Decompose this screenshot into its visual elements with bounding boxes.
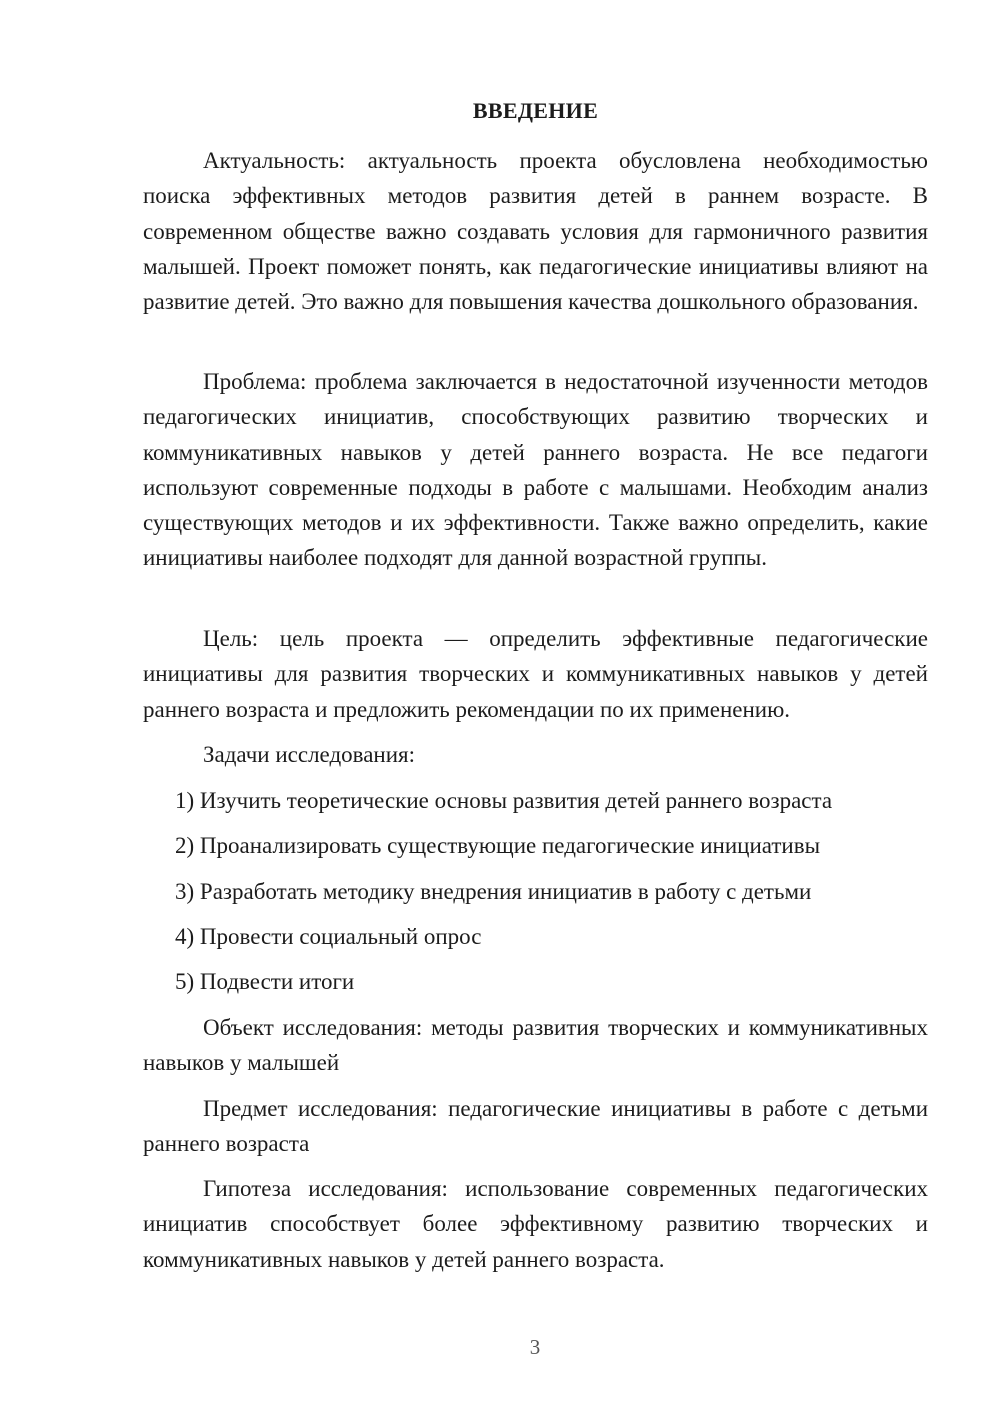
- page-title: ВВЕДЕНИЕ: [472, 98, 599, 123]
- task-item-1: 1) Изучить теоретические основы развития детей раннего возраста: [175, 788, 833, 813]
- paragraph-relevance: Актуальность: актуальность проекта обусловлена необходимостью поиска эффективных методов развития детей в раннем возрасте. В современном обществе важно создавать условия для гармоничного развития малышей. Проект поможет понять, как педагогические инициативы влияют на развитие детей. Это важно для повышения качества дошкольного образования.: [143, 148, 928, 315]
- task-item-5: 5) Подвести итоги: [175, 969, 355, 994]
- paragraph-hypothesis: Гипотеза исследования: использование современных педагогических инициатив способствует более эффективному развитию творческих и коммуникативных навыков у детей раннего возраста.: [143, 1176, 928, 1272]
- task-item-4: 4) Провести социальный опрос: [175, 924, 482, 949]
- paragraph-object: Объект исследования: методы развития творческих и коммуникативных навыков у малышей: [143, 1015, 928, 1076]
- paragraph-problem: Проблема: проблема заключается в недостаточной изученности методов педагогических инициатив, способствующих развитию творческих и коммуникативных навыков у детей раннего возраста. Не все педагоги используют современные подходы в работе с малышами. Необходим анализ существующих методов и их эффективности. Также важно определить, какие инициативы наиболее подходят для данной возрастной группы.: [143, 369, 928, 571]
- paragraph-subject: Предмет исследования: педагогические инициативы в работе с детьми раннего возраста: [143, 1096, 928, 1157]
- task-item-3: 3) Разработать методику внедрения инициатив в работу с детьми: [175, 879, 812, 904]
- tasks-heading: Задачи исследования:: [203, 742, 416, 767]
- paragraph-goal: Цель: цель проекта — определить эффективные педагогические инициативы для развития творческих и коммуникативных навыков у детей раннего возраста и предложить рекомендации по их применению.: [143, 626, 928, 722]
- task-item-2: 2) Проанализировать существующие педагогические инициативы: [175, 833, 821, 858]
- page-number: 3: [529, 1335, 541, 1359]
